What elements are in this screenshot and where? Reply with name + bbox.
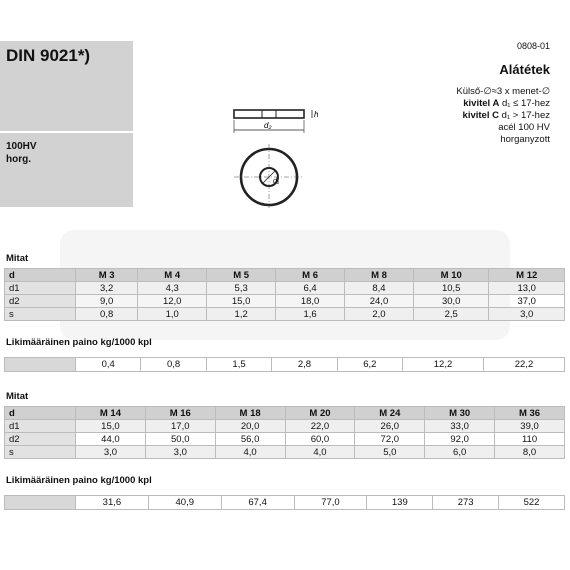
table-cell: 1,6 xyxy=(276,308,345,321)
weight-cell: 22,2 xyxy=(483,358,564,372)
row-label: s xyxy=(5,308,76,321)
table-cell: 24,0 xyxy=(345,295,414,308)
table-cell: 72,0 xyxy=(355,433,425,446)
size-cell: M 16 xyxy=(145,407,215,420)
table-cell: 4,0 xyxy=(285,446,355,459)
weight-cell: 12,2 xyxy=(403,358,484,372)
table-cell: 18,0 xyxy=(276,295,345,308)
table-cell: 6,4 xyxy=(276,282,345,295)
table-cell: 3,0 xyxy=(489,308,565,321)
table-cell: 50,0 xyxy=(145,433,215,446)
table-cell: 13,0 xyxy=(489,282,565,295)
size-cell: M 30 xyxy=(425,407,495,420)
row-label: d1 xyxy=(5,282,76,295)
weight-cell: 40,9 xyxy=(148,496,221,510)
size-cell: M 12 xyxy=(489,269,565,282)
h-label: h xyxy=(314,110,319,119)
table-cell: 4,3 xyxy=(138,282,207,295)
desc-line-outer-diameter: Külső-∅≈3 x menet-∅ xyxy=(456,86,550,97)
table-cell: 8,0 xyxy=(495,446,565,459)
table-cell: 15,0 xyxy=(207,295,276,308)
size-cell: M 36 xyxy=(495,407,565,420)
weight-row-label xyxy=(5,358,76,372)
size-cell: M 18 xyxy=(215,407,285,420)
dimensions-table-1 xyxy=(4,268,565,321)
table-cell: 2,0 xyxy=(345,308,414,321)
table-row-d1 xyxy=(5,420,565,433)
d1-label: d₁ xyxy=(273,178,280,185)
table-cell: 12,0 xyxy=(138,295,207,308)
table2-weight-label: Likimääräinen paino kg/1000 kpl xyxy=(6,475,152,486)
table-cell: 8,4 xyxy=(345,282,414,295)
table-cell: 1,2 xyxy=(207,308,276,321)
table-row-header xyxy=(5,407,565,420)
table-cell: 20,0 xyxy=(215,420,285,433)
table-row-s xyxy=(5,446,565,459)
washer-side-view xyxy=(234,110,304,118)
table-cell: 92,0 xyxy=(425,433,495,446)
size-cell: M 8 xyxy=(345,269,414,282)
table-row-d1 xyxy=(5,282,565,295)
weight-cell: 1,5 xyxy=(206,358,271,372)
table-cell: 30,0 xyxy=(413,295,489,308)
header-label: d xyxy=(5,407,76,420)
size-cell: M 14 xyxy=(76,407,146,420)
table-cell: 110 xyxy=(495,433,565,446)
size-cell: M 3 xyxy=(76,269,138,282)
table-row-d2 xyxy=(5,433,565,446)
table2-section-label: Mitat xyxy=(6,391,29,402)
row-label: d2 xyxy=(5,295,76,308)
table-cell: 5,0 xyxy=(355,446,425,459)
row-label: s xyxy=(5,446,76,459)
table-cell: 39,0 xyxy=(495,420,565,433)
table-cell: 17,0 xyxy=(145,420,215,433)
row-label: d1 xyxy=(5,420,76,433)
table-cell: 1,0 xyxy=(138,308,207,321)
weight-cell: 67,4 xyxy=(221,496,294,510)
table-cell: 44,0 xyxy=(76,433,146,446)
table-cell: 22,0 xyxy=(285,420,355,433)
d2-label: d₂ xyxy=(264,121,272,130)
dimensions-table-2 xyxy=(4,406,565,459)
weight-cell: 273 xyxy=(433,496,499,510)
weight-cell: 6,2 xyxy=(337,358,402,372)
table-cell: 37,0 xyxy=(489,295,565,308)
size-cell: M 10 xyxy=(413,269,489,282)
weight-table-1 xyxy=(4,357,565,372)
weight-cell: 2,8 xyxy=(272,358,337,372)
table-cell: 26,0 xyxy=(355,420,425,433)
weight-cell: 0,8 xyxy=(141,358,206,372)
table-cell: 6,0 xyxy=(425,446,495,459)
header-label: d xyxy=(5,269,76,282)
material-hardness: 100HV xyxy=(6,141,37,152)
size-cell: M 4 xyxy=(138,269,207,282)
table-row-d2 xyxy=(5,295,565,308)
table-row-weight xyxy=(5,358,565,372)
size-cell: M 6 xyxy=(276,269,345,282)
table-cell: 3,2 xyxy=(76,282,138,295)
table-cell: 10,5 xyxy=(413,282,489,295)
size-cell: M 24 xyxy=(355,407,425,420)
weight-cell: 77,0 xyxy=(294,496,367,510)
table-cell: 15,0 xyxy=(76,420,146,433)
table-cell: 3,0 xyxy=(76,446,146,459)
material-finish: horg. xyxy=(6,154,31,165)
weight-table-2 xyxy=(4,495,565,510)
table-row-s xyxy=(5,308,565,321)
table-cell: 56,0 xyxy=(215,433,285,446)
desc-line-version-a: kivitel A d₁ ≤ 17-hez xyxy=(463,98,550,109)
weight-row-label xyxy=(5,496,76,510)
table-row-weight xyxy=(5,496,565,510)
desc-line-coating: horganyzott xyxy=(500,134,550,145)
table-cell: 5,3 xyxy=(207,282,276,295)
size-cell: M 20 xyxy=(285,407,355,420)
washer-drawing xyxy=(226,100,336,208)
weight-cell: 522 xyxy=(499,496,565,510)
weight-cell: 139 xyxy=(367,496,433,510)
size-cell: M 5 xyxy=(207,269,276,282)
page-title: DIN 9021*) xyxy=(6,46,91,65)
document-title: Alátétek xyxy=(499,62,550,77)
weight-cell: 0,4 xyxy=(76,358,141,372)
row-label: d2 xyxy=(5,433,76,446)
table-row-header xyxy=(5,269,565,282)
table-cell: 0,8 xyxy=(76,308,138,321)
table-cell: 9,0 xyxy=(76,295,138,308)
document-number: 0808-01 xyxy=(516,41,550,51)
product-description xyxy=(456,86,550,146)
table-cell: 4,0 xyxy=(215,446,285,459)
weight-cell: 31,6 xyxy=(76,496,149,510)
table-cell: 33,0 xyxy=(425,420,495,433)
desc-line-material: acél 100 HV xyxy=(498,122,550,133)
material-properties xyxy=(6,140,37,166)
table-cell: 3,0 xyxy=(145,446,215,459)
table1-section-label: Mitat xyxy=(6,253,29,264)
desc-line-version-c: kivitel C d₁ > 17-hez xyxy=(462,110,550,121)
table1-weight-label: Likimääräinen paino kg/1000 kpl xyxy=(6,337,152,348)
table-cell: 60,0 xyxy=(285,433,355,446)
table-cell: 2,5 xyxy=(413,308,489,321)
